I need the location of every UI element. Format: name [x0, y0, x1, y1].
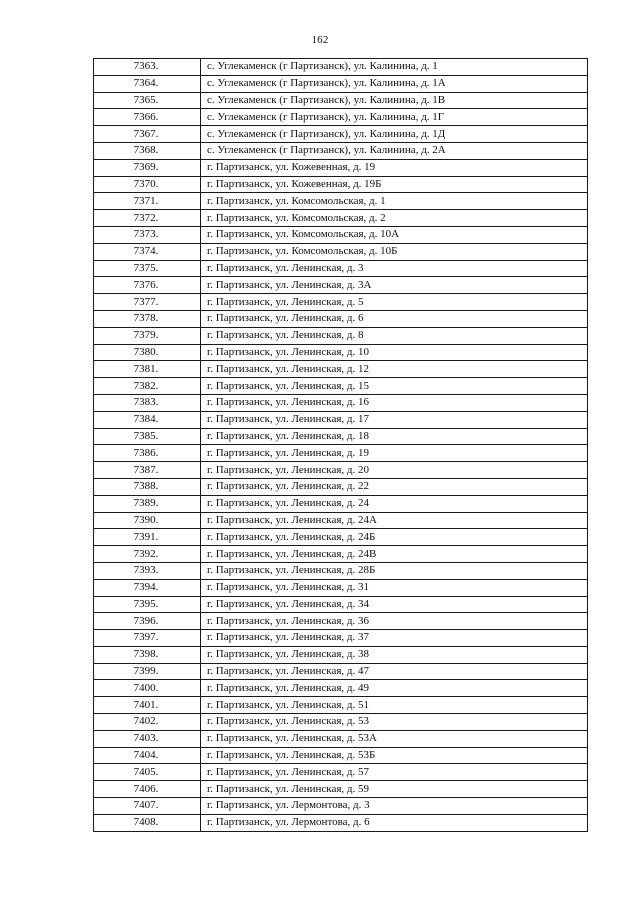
row-number: 7383. — [94, 394, 201, 411]
row-address: г. Партизанск, ул. Ленинская, д. 6 — [201, 310, 588, 327]
row-address: г. Партизанск, ул. Ленинская, д. 24В — [201, 546, 588, 563]
row-address: г. Партизанск, ул. Ленинская, д. 17 — [201, 411, 588, 428]
table-row — [94, 92, 588, 109]
page-number: 162 — [311, 34, 329, 46]
row-address: г. Партизанск, ул. Комсомольская, д. 2 — [201, 210, 588, 227]
row-address: г. Партизанск, ул. Ленинская, д. 38 — [201, 646, 588, 663]
row-address: г. Партизанск, ул. Ленинская, д. 28Б — [201, 562, 588, 579]
row-number: 7368. — [94, 142, 201, 159]
row-address: г. Партизанск, ул. Ленинская, д. 20 — [201, 462, 588, 479]
row-address: г. Партизанск, ул. Комсомольская, д. 10Б — [201, 243, 588, 260]
row-number: 7382. — [94, 378, 201, 395]
row-number: 7400. — [94, 680, 201, 697]
row-number: 7371. — [94, 193, 201, 210]
row-address: с. Углекаменск (г Партизанск), ул. Калинина, д. 1В — [201, 92, 588, 109]
row-number: 7392. — [94, 546, 201, 563]
table-row — [94, 697, 588, 714]
table-row — [94, 814, 588, 831]
table-row — [94, 747, 588, 764]
row-address: с. Углекаменск (г Партизанск), ул. Калинина, д. 1Д — [201, 126, 588, 143]
table-row — [94, 260, 588, 277]
row-number: 7386. — [94, 445, 201, 462]
row-number: 7397. — [94, 630, 201, 647]
row-address: г. Партизанск, ул. Ленинская, д. 36 — [201, 613, 588, 630]
row-address: г. Партизанск, ул. Ленинская, д. 18 — [201, 428, 588, 445]
table-row — [94, 579, 588, 596]
table-row — [94, 445, 588, 462]
table-row — [94, 613, 588, 630]
row-address: г. Партизанск, ул. Лермонтова, д. 3 — [201, 798, 588, 815]
table-row — [94, 781, 588, 798]
row-address: г. Партизанск, ул. Ленинская, д. 51 — [201, 697, 588, 714]
row-number: 7395. — [94, 596, 201, 613]
row-number: 7376. — [94, 277, 201, 294]
row-number: 7398. — [94, 646, 201, 663]
row-number: 7365. — [94, 92, 201, 109]
table-row — [94, 126, 588, 143]
row-address: г. Партизанск, ул. Ленинская, д. 3А — [201, 277, 588, 294]
row-address: г. Партизанск, ул. Кожевенная, д. 19Б — [201, 176, 588, 193]
row-address: с. Углекаменск (г Партизанск), ул. Калинина, д. 1Г — [201, 109, 588, 126]
row-number: 7384. — [94, 411, 201, 428]
table-row — [94, 798, 588, 815]
table-row — [94, 596, 588, 613]
row-address: г. Партизанск, ул. Ленинская, д. 22 — [201, 478, 588, 495]
row-address: г. Партизанск, ул. Ленинская, д. 3 — [201, 260, 588, 277]
table-row — [94, 176, 588, 193]
row-number: 7373. — [94, 226, 201, 243]
table-row — [94, 193, 588, 210]
row-address: г. Партизанск, ул. Ленинская, д. 24А — [201, 512, 588, 529]
table-row — [94, 714, 588, 731]
row-number: 7390. — [94, 512, 201, 529]
row-number: 7364. — [94, 75, 201, 92]
row-address: г. Партизанск, ул. Ленинская, д. 5 — [201, 294, 588, 311]
address-table — [93, 58, 588, 832]
row-number: 7385. — [94, 428, 201, 445]
table-row — [94, 327, 588, 344]
row-address: г. Партизанск, ул. Ленинская, д. 16 — [201, 394, 588, 411]
row-address: г. Партизанск, ул. Ленинская, д. 37 — [201, 630, 588, 647]
table-row — [94, 630, 588, 647]
row-address: с. Углекаменск (г Партизанск), ул. Калинина, д. 1А — [201, 75, 588, 92]
row-address: г. Партизанск, ул. Комсомольская, д. 1 — [201, 193, 588, 210]
row-address: г. Партизанск, ул. Ленинская, д. 31 — [201, 579, 588, 596]
table-row — [94, 59, 588, 76]
row-address: г. Партизанск, ул. Ленинская, д. 12 — [201, 361, 588, 378]
table-row — [94, 663, 588, 680]
table-row — [94, 764, 588, 781]
row-number: 7374. — [94, 243, 201, 260]
row-number: 7406. — [94, 781, 201, 798]
row-address: г. Партизанск, ул. Ленинская, д. 49 — [201, 680, 588, 697]
row-number: 7379. — [94, 327, 201, 344]
row-number: 7399. — [94, 663, 201, 680]
row-number: 7366. — [94, 109, 201, 126]
table-row — [94, 277, 588, 294]
row-address: г. Партизанск, ул. Ленинская, д. 53А — [201, 730, 588, 747]
row-number: 7388. — [94, 478, 201, 495]
row-number: 7363. — [94, 59, 201, 76]
table-row — [94, 512, 588, 529]
row-address: г. Партизанск, ул. Ленинская, д. 34 — [201, 596, 588, 613]
row-number: 7378. — [94, 310, 201, 327]
row-address: г. Партизанск, ул. Ленинская, д. 19 — [201, 445, 588, 462]
row-address: г. Партизанск, ул. Ленинская, д. 53 — [201, 714, 588, 731]
row-number: 7401. — [94, 697, 201, 714]
row-address: с. Углекаменск (г Партизанск), ул. Калинина, д. 1 — [201, 59, 588, 76]
table-row — [94, 411, 588, 428]
row-number: 7389. — [94, 495, 201, 512]
table-row — [94, 109, 588, 126]
row-address: с. Углекаменск (г Партизанск), ул. Калинина, д. 2А — [201, 142, 588, 159]
table-row — [94, 730, 588, 747]
row-number: 7369. — [94, 159, 201, 176]
table-row — [94, 646, 588, 663]
table-row — [94, 75, 588, 92]
row-number: 7377. — [94, 294, 201, 311]
table-row — [94, 495, 588, 512]
table-row — [94, 546, 588, 563]
row-address: г. Партизанск, ул. Ленинская, д. 57 — [201, 764, 588, 781]
row-address: г. Партизанск, ул. Комсомольская, д. 10А — [201, 226, 588, 243]
row-number: 7408. — [94, 814, 201, 831]
row-address: г. Партизанск, ул. Ленинская, д. 10 — [201, 344, 588, 361]
table-row — [94, 428, 588, 445]
table-row — [94, 310, 588, 327]
row-number: 7396. — [94, 613, 201, 630]
row-address: г. Партизанск, ул. Ленинская, д. 47 — [201, 663, 588, 680]
row-address: г. Партизанск, ул. Ленинская, д. 59 — [201, 781, 588, 798]
table-row — [94, 562, 588, 579]
row-number: 7403. — [94, 730, 201, 747]
row-number: 7381. — [94, 361, 201, 378]
row-number: 7370. — [94, 176, 201, 193]
table-row — [94, 378, 588, 395]
table-row — [94, 529, 588, 546]
row-number: 7372. — [94, 210, 201, 227]
row-address: г. Партизанск, ул. Лермонтова, д. 6 — [201, 814, 588, 831]
row-number: 7393. — [94, 562, 201, 579]
row-number: 7367. — [94, 126, 201, 143]
row-number: 7405. — [94, 764, 201, 781]
table-row — [94, 361, 588, 378]
row-number: 7391. — [94, 529, 201, 546]
table-row — [94, 394, 588, 411]
table-row — [94, 478, 588, 495]
row-number: 7407. — [94, 798, 201, 815]
table-row — [94, 243, 588, 260]
row-number: 7375. — [94, 260, 201, 277]
table-row — [94, 159, 588, 176]
table-row — [94, 462, 588, 479]
table-row — [94, 226, 588, 243]
row-number: 7394. — [94, 579, 201, 596]
row-address: г. Партизанск, ул. Ленинская, д. 53Б — [201, 747, 588, 764]
table-row — [94, 294, 588, 311]
row-number: 7402. — [94, 714, 201, 731]
row-number: 7404. — [94, 747, 201, 764]
row-address: г. Партизанск, ул. Кожевенная, д. 19 — [201, 159, 588, 176]
row-address: г. Партизанск, ул. Ленинская, д. 15 — [201, 378, 588, 395]
row-number: 7380. — [94, 344, 201, 361]
row-number: 7387. — [94, 462, 201, 479]
row-address: г. Партизанск, ул. Ленинская, д. 24Б — [201, 529, 588, 546]
table-row — [94, 210, 588, 227]
row-address: г. Партизанск, ул. Ленинская, д. 8 — [201, 327, 588, 344]
table-row — [94, 680, 588, 697]
table-row — [94, 344, 588, 361]
row-address: г. Партизанск, ул. Ленинская, д. 24 — [201, 495, 588, 512]
table-row — [94, 142, 588, 159]
address-table-body — [94, 59, 588, 832]
